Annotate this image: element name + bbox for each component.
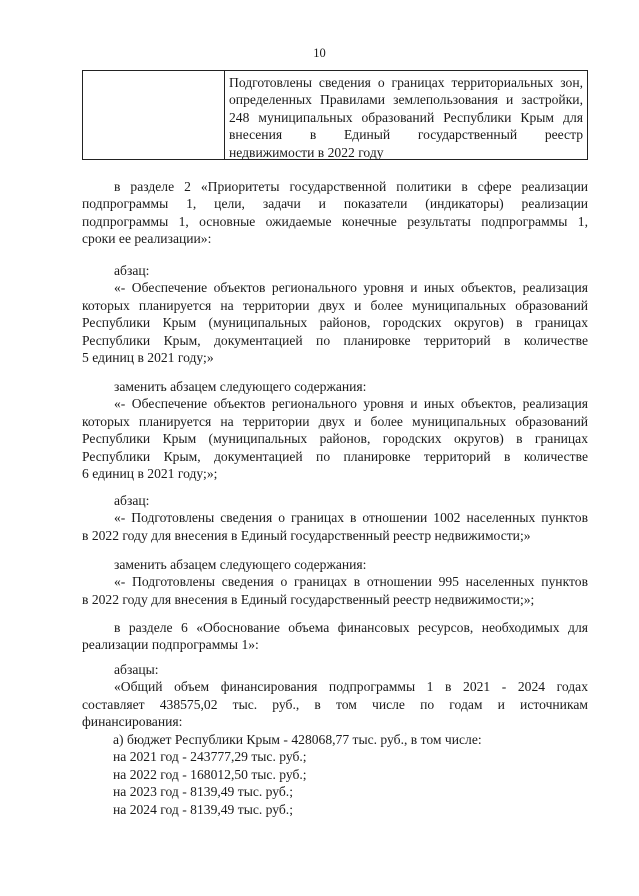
abzacs-label: абзацы: — [114, 662, 159, 677]
replace-2-block — [82, 556, 588, 608]
replace-label: заменить абзацем следующего содержания: — [114, 379, 367, 394]
text-line: в 2022 году для внесения в Единый государственный реестр недвижимости;» — [82, 527, 531, 543]
abzacs-block — [82, 661, 588, 731]
text-line: финансирования: — [82, 714, 183, 730]
financing-line: а) бюджет Республики Крым - 428068,77 тыс. руб., в том числе: — [113, 732, 482, 747]
text-line: «- Подготовлены сведения о границах в отношении 1002 населенных пунктов — [114, 510, 588, 526]
table-line: Подготовлены сведения о границах территориальных зон, — [229, 75, 583, 90]
abzac-2-block — [82, 492, 588, 544]
text-line: Республики Крым (муниципальных районов, городских округов) в границах — [82, 315, 588, 331]
text-line: в разделе 2 «Приоритеты государственной политики в сфере реализации — [114, 179, 588, 194]
financing-list — [113, 731, 583, 818]
text-line: составляет 438575,02 тыс. руб., в том числе по годам и источникам — [82, 696, 588, 712]
text-line: подпрограммы 1, основные ожидаемые конечные результаты подпрограммы 1, — [82, 213, 588, 229]
table-line: определенных Правилами землепользования и застройки, — [229, 92, 583, 108]
text-line: 6 единиц в 2021 году;»; — [82, 466, 218, 482]
financing-line: на 2022 год - 168012,50 тыс. руб.; — [113, 766, 307, 782]
text-line: которых планируется на территории двух и более муниципальных образований — [82, 297, 588, 313]
text-line: в разделе 6 «Обоснование объема финансовых ресурсов, необходимых для — [114, 620, 588, 635]
text-line: Республики Крым, документацией по планировке территорий в количестве — [82, 448, 588, 464]
text-line: в 2022 году для внесения в Единый государственный реестр недвижимости;»; — [82, 591, 535, 607]
replace-label: заменить абзацем следующего содержания: — [114, 557, 367, 572]
replace-1-block — [82, 378, 588, 482]
financing-line: на 2024 год - 8139,49 тыс. руб.; — [113, 801, 293, 817]
abzac-label: абзац: — [114, 493, 150, 508]
financing-line: на 2023 год - 8139,49 тыс. руб.; — [113, 784, 293, 800]
text-line: «- Обеспечение объектов регионального уровня и иных объектов, реализация — [114, 396, 588, 412]
page-number: 10 — [313, 46, 326, 60]
abzac-label: абзац: — [114, 263, 150, 278]
text-line: Республики Крым (муниципальных районов, городских округов) в границах — [82, 431, 588, 447]
table-cell-text — [225, 71, 587, 159]
text-line: Республики Крым, документацией по планировке территорий в количестве — [82, 332, 588, 348]
text-line: 5 единиц в 2021 году;» — [82, 350, 214, 366]
text-line: реализации подпрограммы 1»: — [82, 637, 259, 653]
section-2-paragraph — [82, 178, 588, 248]
text-line: «- Обеспечение объектов регионального уровня и иных объектов, реализация — [114, 280, 588, 296]
text-line: сроки ее реализации»: — [82, 231, 212, 247]
text-line: которых планируется на территории двух и более муниципальных образований — [82, 413, 588, 429]
section-6-paragraph — [82, 619, 588, 654]
table-line: недвижимости в 2022 году — [229, 144, 384, 160]
text-line: «- Подготовлены сведения о границах в отношении 995 населенных пунктов — [114, 574, 588, 590]
financing-line: на 2021 год - 243777,29 тыс. руб.; — [113, 749, 307, 765]
table-row — [82, 70, 588, 160]
table-cell-empty — [83, 71, 225, 159]
table-line: внесения в Единый государственный реестр — [229, 127, 583, 143]
table-line: 248 муниципальных образований Республики Крым для — [229, 109, 583, 125]
abzac-1-block — [82, 262, 588, 366]
text-line: «Общий объем финансирования подпрограммы 1 в 2021 - 2024 годах — [114, 679, 588, 695]
text-line: подпрограммы 1, цели, задачи и показатели (индикаторы) реализации — [82, 196, 588, 212]
